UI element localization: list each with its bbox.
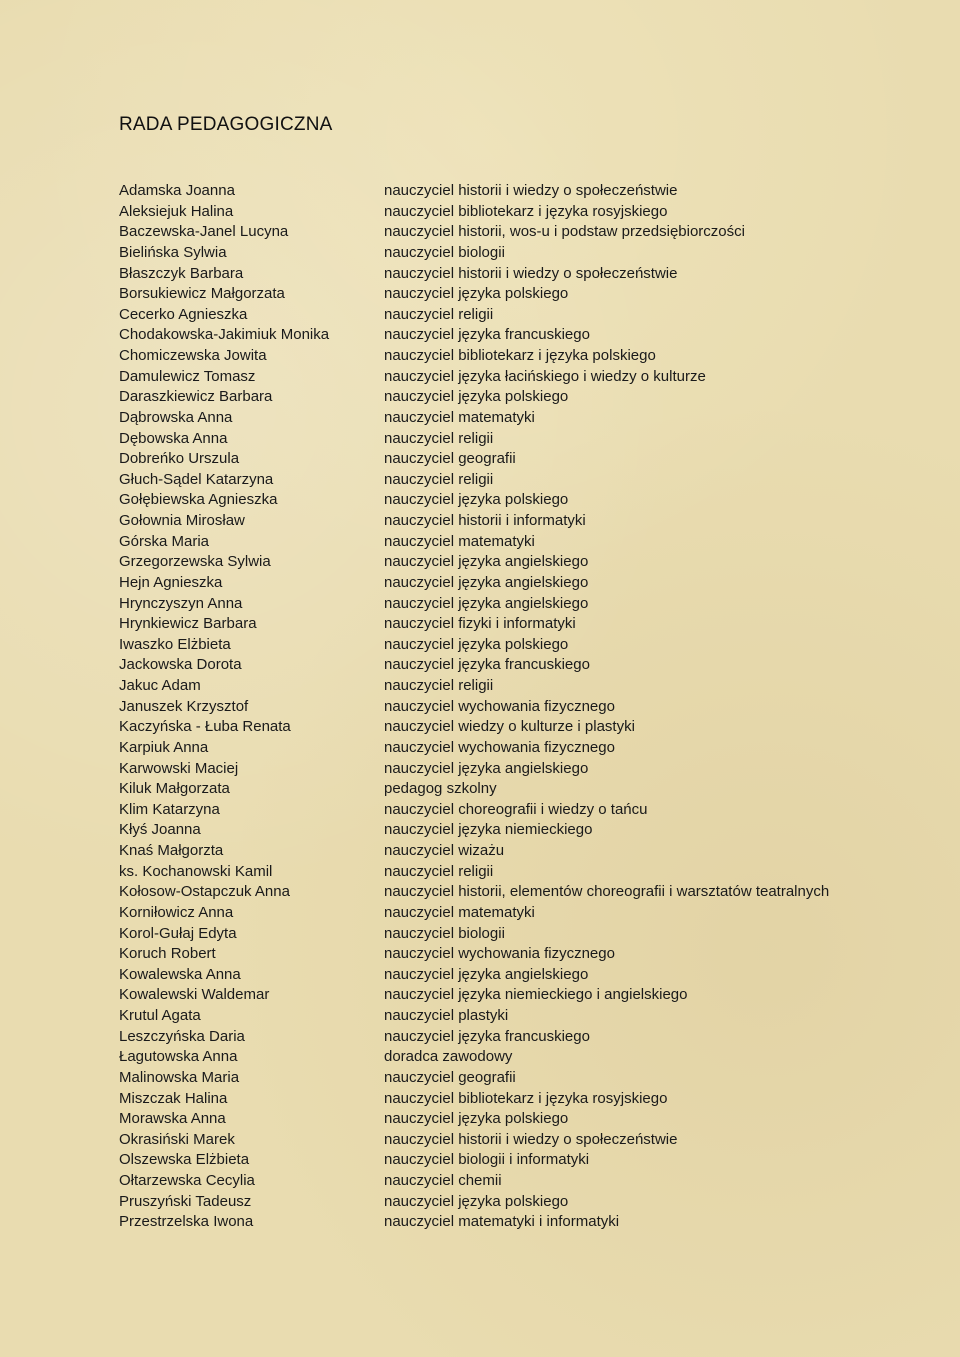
staff-row <box>119 511 919 532</box>
staff-row <box>119 1006 919 1027</box>
staff-row <box>119 1068 919 1089</box>
staff-row <box>119 697 919 718</box>
staff-role: nauczyciel historii i wiedzy o społeczeństwie <box>384 182 678 199</box>
staff-role: nauczyciel fizyki i informatyki <box>384 615 576 633</box>
staff-name: Baczewska-Janel Lucyna <box>119 223 289 241</box>
staff-name: Gołębiewska Agnieszka <box>119 491 278 509</box>
staff-name: Krutul Agata <box>119 1007 201 1024</box>
staff-row <box>119 305 919 326</box>
staff-role: nauczyciel języka angielskiego <box>384 759 589 777</box>
staff-name: Kowalewski Waldemar <box>119 986 270 1004</box>
staff-row <box>119 552 919 573</box>
staff-role: nauczyciel języka polskiego <box>384 1110 569 1128</box>
staff-row <box>119 222 919 243</box>
staff-role: nauczyciel historii i wiedzy o społeczeństwie <box>384 1130 678 1148</box>
staff-name: ks. Kochanowski Kamil <box>119 862 273 880</box>
staff-name: Iwaszko Elżbieta <box>119 635 231 653</box>
staff-row <box>119 924 919 945</box>
staff-name: Pruszyński Tadeusz <box>119 1192 252 1210</box>
staff-role: nauczyciel języka francuskiego <box>384 656 590 674</box>
staff-role: nauczyciel wiedzy o kulturze i plastyki <box>384 718 635 736</box>
staff-role: nauczyciel religii <box>384 429 494 447</box>
staff-row <box>119 1130 919 1151</box>
staff-name: Dobreńko Urszula <box>119 450 240 468</box>
staff-name: Kłyś Joanna <box>119 821 201 839</box>
staff-row <box>119 1212 919 1233</box>
staff-name: Korol-Gułaj Edyta <box>119 924 237 942</box>
staff-row <box>119 284 919 305</box>
staff-name: Jackowska Dorota <box>119 656 242 674</box>
staff-row <box>119 635 919 656</box>
staff-name: Bielińska Sylwia <box>119 243 227 261</box>
page-title: RADA PEDAGOGICZNA <box>119 114 333 135</box>
staff-role: nauczyciel języka francuskiego <box>384 1027 590 1045</box>
staff-row <box>119 264 919 285</box>
staff-name: Ołtarzewska Cecylia <box>119 1172 255 1189</box>
staff-name: Leszczyńska Daria <box>119 1027 245 1045</box>
staff-row <box>119 862 919 883</box>
staff-name: Borsukiewicz Małgorzata <box>119 285 285 303</box>
staff-role: nauczyciel wizażu <box>384 842 505 859</box>
staff-row <box>119 532 919 553</box>
staff-name: Dąbrowska Anna <box>119 408 233 426</box>
staff-row <box>119 903 919 924</box>
staff-row <box>119 429 919 450</box>
staff-name: Hrynczyszyn Anna <box>119 594 243 612</box>
staff-role: nauczyciel bibliotekarz i języka rosyjskiego <box>384 202 668 220</box>
staff-row <box>119 965 919 986</box>
staff-name: Łagutowska Anna <box>119 1048 238 1066</box>
staff-row <box>119 1192 919 1213</box>
staff-row <box>119 202 919 223</box>
staff-name: Miszczak Halina <box>119 1089 228 1107</box>
staff-name: Jakuc Adam <box>119 677 201 694</box>
staff-row <box>119 325 919 346</box>
staff-role: nauczyciel wychowania fizycznego <box>384 945 615 963</box>
staff-role: nauczyciel języka niemieckiego <box>384 821 593 839</box>
staff-name: Daraszkiewicz Barbara <box>119 388 273 406</box>
staff-role: nauczyciel historii i wiedzy o społeczeństwie <box>384 264 678 282</box>
staff-role: nauczyciel języka niemieckiego i angielskiego <box>384 986 688 1004</box>
staff-role: doradca zawodowy <box>384 1048 513 1066</box>
staff-row <box>119 1027 919 1048</box>
staff-role: nauczyciel języka polskiego <box>384 1192 569 1210</box>
staff-name: Gołownia Mirosław <box>119 512 245 529</box>
staff-role: nauczyciel historii, wos-u i podstaw przedsiębiorczości <box>384 223 745 241</box>
staff-name: Chodakowska-Jakimiuk Monika <box>119 326 330 344</box>
staff-row <box>119 779 919 800</box>
staff-name: Okrasiński Marek <box>119 1130 235 1148</box>
staff-row <box>119 573 919 594</box>
staff-role: nauczyciel religii <box>384 470 494 488</box>
staff-role: nauczyciel matematyki <box>384 408 535 426</box>
staff-name: Morawska Anna <box>119 1110 226 1128</box>
staff-row <box>119 243 919 264</box>
staff-name: Adamska Joanna <box>119 182 235 199</box>
staff-role: nauczyciel religii <box>384 677 494 694</box>
staff-name: Kiluk Małgorzata <box>119 780 230 798</box>
staff-row <box>119 820 919 841</box>
staff-role: nauczyciel matematyki i informatyki <box>384 1213 620 1231</box>
staff-role: nauczyciel plastyki <box>384 1007 509 1024</box>
staff-role: nauczyciel języka polskiego <box>384 491 569 509</box>
staff-name: Przestrzelska Iwona <box>119 1213 254 1231</box>
staff-row <box>119 1171 919 1192</box>
staff-role: nauczyciel języka polskiego <box>384 635 569 653</box>
staff-role: nauczyciel religii <box>384 862 494 880</box>
staff-name: Knaś Małgorzta <box>119 842 224 859</box>
staff-row <box>119 800 919 821</box>
staff-role: nauczyciel wychowania fizycznego <box>384 738 615 756</box>
staff-role: nauczyciel języka łacińskiego i wiedzy o kulturze <box>384 367 706 385</box>
staff-row <box>119 181 919 202</box>
staff-name: Korniłowicz Anna <box>119 903 234 921</box>
staff-row <box>119 676 919 697</box>
staff-role: nauczyciel języka polskiego <box>384 388 569 406</box>
staff-role: nauczyciel choreografii i wiedzy o tańcu <box>384 800 648 818</box>
staff-name: Błaszczyk Barbara <box>119 264 244 282</box>
staff-row <box>119 346 919 367</box>
staff-role: nauczyciel bibliotekarz i języka rosyjskiego <box>384 1089 668 1107</box>
staff-row <box>119 387 919 408</box>
staff-role: nauczyciel biologii i informatyki <box>384 1151 590 1169</box>
staff-list <box>119 181 919 1233</box>
staff-row <box>119 655 919 676</box>
staff-row <box>119 594 919 615</box>
staff-row <box>119 944 919 965</box>
staff-role: nauczyciel chemii <box>384 1172 502 1189</box>
staff-row <box>119 1150 919 1171</box>
staff-role: pedagog szkolny <box>384 780 497 798</box>
staff-role: nauczyciel biologii <box>384 243 505 261</box>
staff-name: Damulewicz Tomasz <box>119 367 256 385</box>
staff-role: nauczyciel historii i informatyki <box>384 512 586 529</box>
staff-name: Kowalewska Anna <box>119 965 241 983</box>
staff-name: Cecerko Agnieszka <box>119 305 248 323</box>
staff-row <box>119 1109 919 1130</box>
staff-row <box>119 1047 919 1068</box>
staff-name: Kaczyńska - Łuba Renata <box>119 718 291 736</box>
staff-row <box>119 759 919 780</box>
staff-name: Karpiuk Anna <box>119 738 209 756</box>
staff-name: Aleksiejuk Halina <box>119 202 234 220</box>
staff-name: Januszek Krzysztof <box>119 697 249 715</box>
staff-row <box>119 882 919 903</box>
staff-row <box>119 449 919 470</box>
staff-row <box>119 1089 919 1110</box>
staff-role: nauczyciel biologii <box>384 924 505 942</box>
staff-role: nauczyciel matematyki <box>384 532 535 550</box>
staff-role: nauczyciel języka angielskiego <box>384 965 589 983</box>
staff-role: nauczyciel wychowania fizycznego <box>384 697 615 715</box>
staff-role: nauczyciel religii <box>384 305 494 323</box>
staff-role: nauczyciel języka angielskiego <box>384 594 589 612</box>
staff-name: Dębowska Anna <box>119 429 228 447</box>
staff-row <box>119 470 919 491</box>
staff-name: Górska Maria <box>119 532 210 550</box>
staff-row <box>119 738 919 759</box>
staff-name: Grzegorzewska Sylwia <box>119 553 271 571</box>
staff-name: Klim Katarzyna <box>119 800 220 818</box>
staff-role: nauczyciel języka angielskiego <box>384 573 589 591</box>
staff-role: nauczyciel geografii <box>384 1068 516 1086</box>
staff-row <box>119 985 919 1006</box>
staff-name: Hrynkiewicz Barbara <box>119 615 257 633</box>
staff-role: nauczyciel języka angielskiego <box>384 553 589 571</box>
staff-row <box>119 614 919 635</box>
staff-role: nauczyciel języka francuskiego <box>384 326 590 344</box>
staff-role: nauczyciel geografii <box>384 450 516 468</box>
staff-name: Głuch-Sądel Katarzyna <box>119 470 274 488</box>
staff-row <box>119 367 919 388</box>
staff-row <box>119 841 919 862</box>
staff-role: nauczyciel matematyki <box>384 903 535 921</box>
staff-name: Chomiczewska Jowita <box>119 347 267 364</box>
staff-row <box>119 717 919 738</box>
staff-role: nauczyciel bibliotekarz i języka polskiego <box>384 347 656 364</box>
staff-name: Malinowska Maria <box>119 1068 240 1086</box>
staff-name: Koruch Robert <box>119 945 216 963</box>
staff-name: Kołosow-Ostapczuk Anna <box>119 883 290 901</box>
staff-role: nauczyciel języka polskiego <box>384 285 569 303</box>
staff-name: Karwowski Maciej <box>119 759 239 777</box>
staff-row <box>119 408 919 429</box>
staff-row <box>119 490 919 511</box>
staff-name: Hejn Agnieszka <box>119 573 223 591</box>
staff-name: Olszewska Elżbieta <box>119 1151 250 1169</box>
staff-role: nauczyciel historii, elementów choreografii i warsztatów teatralnych <box>384 883 830 901</box>
